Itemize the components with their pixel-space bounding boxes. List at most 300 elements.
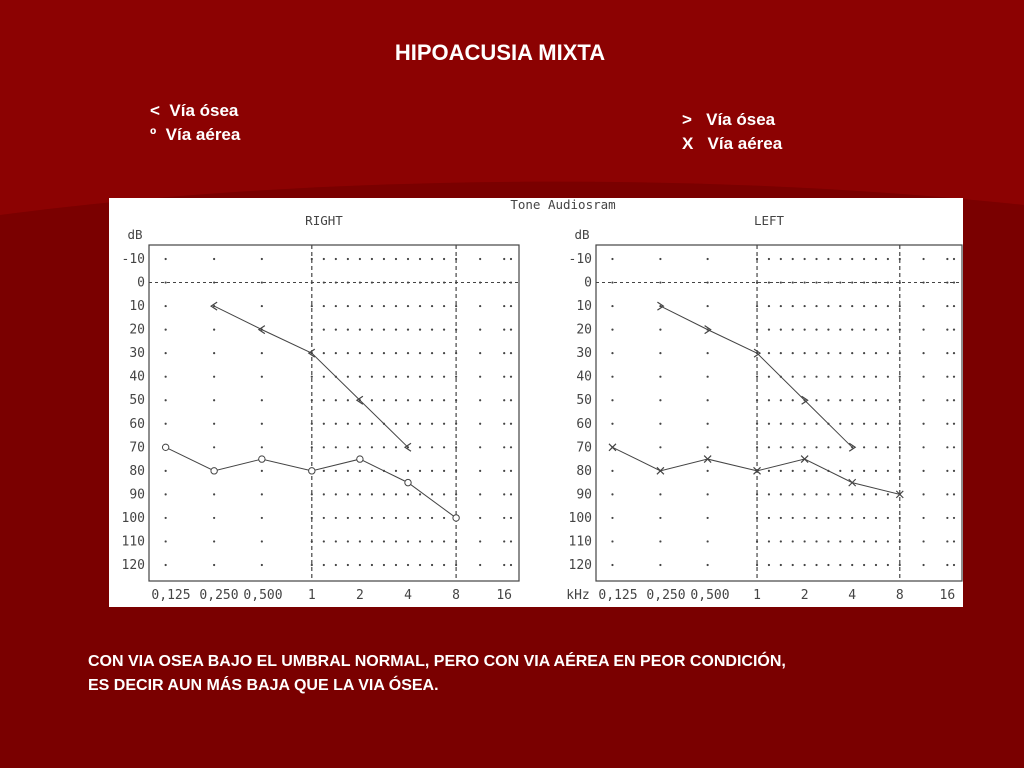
grid-dot — [443, 423, 445, 425]
y-tick-label: 80 — [576, 463, 592, 479]
grid-dot — [707, 258, 709, 260]
grid-dot — [479, 258, 481, 260]
grid-dot — [347, 493, 349, 495]
grid-dot — [213, 258, 215, 260]
point-air-conduction — [609, 444, 616, 451]
x-tick-label: 0,125 — [151, 588, 191, 603]
grid-dot — [887, 517, 889, 519]
grid-dot — [213, 423, 215, 425]
grid-dot — [165, 564, 167, 566]
grid-dot — [611, 376, 613, 378]
grid-dot — [827, 446, 829, 448]
grid-dot — [261, 399, 263, 401]
grid-dot — [455, 258, 457, 260]
grid-dot — [792, 446, 794, 448]
grid-dot — [768, 564, 770, 566]
grid-dot — [311, 399, 313, 401]
grid-dot — [371, 258, 373, 260]
grid-dot — [863, 540, 865, 542]
grid-dot — [503, 305, 505, 307]
grid-dot — [261, 564, 263, 566]
grid-dot — [863, 493, 865, 495]
grid-dot — [804, 329, 806, 331]
grid-dot — [899, 281, 901, 283]
grid-dot — [768, 281, 770, 283]
grid-dot — [431, 517, 433, 519]
grid-dot — [839, 564, 841, 566]
grid-dot — [371, 564, 373, 566]
grid-dot — [261, 376, 263, 378]
grid-dot — [792, 329, 794, 331]
grid-dot — [953, 446, 955, 448]
grid-dot — [395, 470, 397, 472]
y-tick-label: 110 — [121, 534, 145, 550]
grid-dot — [395, 446, 397, 448]
grid-dot — [863, 517, 865, 519]
grid-dot — [443, 258, 445, 260]
grid-dot — [659, 540, 661, 542]
grid-dot — [875, 305, 877, 307]
grid-dot — [455, 564, 457, 566]
grid-dot — [792, 281, 794, 283]
grid-dot — [503, 376, 505, 378]
grid-dot — [383, 540, 385, 542]
grid-dot — [611, 281, 613, 283]
legend-right-ear — [150, 99, 240, 147]
grid-dot — [827, 329, 829, 331]
grid-dot — [335, 423, 337, 425]
grid-dot — [863, 470, 865, 472]
grid-dot — [510, 258, 512, 260]
legend-label: Vía aérea — [165, 125, 241, 144]
grid-dot — [851, 470, 853, 472]
grid-dot — [851, 281, 853, 283]
grid-dot — [899, 470, 901, 472]
grid-dot — [311, 258, 313, 260]
grid-dot — [443, 493, 445, 495]
grid-dot — [792, 305, 794, 307]
grid-dot — [419, 517, 421, 519]
grid-dot — [659, 352, 661, 354]
grid-dot — [395, 423, 397, 425]
grid-dot — [611, 493, 613, 495]
grid-dot — [792, 258, 794, 260]
grid-dot — [359, 423, 361, 425]
y-tick-label: 40 — [576, 369, 592, 385]
grid-dot — [165, 493, 167, 495]
grid-dot — [335, 305, 337, 307]
y-tick-label: 20 — [129, 322, 145, 338]
point-air-conduction — [453, 515, 459, 521]
grid-dot — [323, 564, 325, 566]
y-axis-label: dB — [127, 227, 143, 242]
grid-dot — [768, 376, 770, 378]
grid-dot — [213, 517, 215, 519]
y-tick-label: 100 — [568, 510, 592, 526]
grid-dot — [503, 517, 505, 519]
grid-dot — [395, 564, 397, 566]
grid-dot — [780, 352, 782, 354]
y-tick-label: 80 — [129, 463, 145, 479]
grid-dot — [922, 564, 924, 566]
grid-dot — [611, 540, 613, 542]
grid-dot — [510, 281, 512, 283]
grid-dot — [503, 352, 505, 354]
y-tick-label: 60 — [129, 416, 145, 432]
grid-dot — [875, 517, 877, 519]
grid-dot — [335, 470, 337, 472]
grid-dot — [611, 470, 613, 472]
grid-dot — [213, 399, 215, 401]
grid-dot — [443, 470, 445, 472]
legend-label: Vía ósea — [169, 101, 239, 120]
legend-item-air — [682, 132, 782, 156]
grid-dot — [395, 376, 397, 378]
x-tick-label: 2 — [355, 588, 364, 603]
grid-dot — [887, 493, 889, 495]
grid-dot — [875, 493, 877, 495]
grid-dot — [953, 376, 955, 378]
x-tick-label: 1 — [307, 588, 316, 603]
grid-dot — [707, 564, 709, 566]
grid-dot — [922, 493, 924, 495]
panel-title: LEFT — [753, 213, 785, 228]
grid-dot — [503, 399, 505, 401]
y-tick-label: 10 — [576, 299, 592, 315]
grid-dot — [768, 305, 770, 307]
grid-dot — [407, 423, 409, 425]
grid-dot — [335, 399, 337, 401]
grid-dot — [659, 258, 661, 260]
grid-dot — [213, 540, 215, 542]
y-tick-label: 10 — [129, 299, 145, 315]
grid-dot — [323, 470, 325, 472]
point-air-conduction — [309, 468, 315, 474]
grid-dot — [768, 399, 770, 401]
grid-dot — [335, 329, 337, 331]
grid-dot — [922, 540, 924, 542]
grid-dot — [659, 493, 661, 495]
grid-dot — [510, 399, 512, 401]
grid-dot — [371, 423, 373, 425]
grid-dot — [946, 281, 948, 283]
x-axis-label: kHz — [566, 588, 590, 603]
grid-dot — [780, 258, 782, 260]
grid-dot — [323, 281, 325, 283]
grid-dot — [839, 258, 841, 260]
grid-dot — [455, 399, 457, 401]
grid-dot — [707, 517, 709, 519]
grid-dot — [827, 376, 829, 378]
x-tick-label: 16 — [496, 588, 513, 603]
grid-dot — [383, 376, 385, 378]
grid-dot — [659, 423, 661, 425]
grid-dot — [792, 470, 794, 472]
grid-dot — [347, 423, 349, 425]
y-tick-label: 50 — [129, 393, 145, 409]
grid-dot — [261, 305, 263, 307]
grid-dot — [863, 423, 865, 425]
grid-dot — [335, 493, 337, 495]
grid-dot — [455, 423, 457, 425]
grid-dot — [887, 305, 889, 307]
grid-dot — [335, 281, 337, 283]
grid-dot — [323, 305, 325, 307]
grid-dot — [347, 446, 349, 448]
y-tick-label: 110 — [568, 534, 592, 550]
grid-dot — [383, 305, 385, 307]
x-tick-label: 0,500 — [243, 588, 283, 603]
grid-dot — [479, 305, 481, 307]
grid-dot — [659, 517, 661, 519]
grid-dot — [922, 446, 924, 448]
grid-dot — [479, 493, 481, 495]
grid-dot — [419, 376, 421, 378]
grid-dot — [165, 305, 167, 307]
grid-dot — [804, 376, 806, 378]
grid-dot — [707, 376, 709, 378]
grid-dot — [827, 564, 829, 566]
grid-dot — [768, 470, 770, 472]
point-air-conduction — [754, 467, 761, 474]
grid-dot — [946, 564, 948, 566]
grid-dot — [311, 564, 313, 566]
grid-dot — [827, 399, 829, 401]
grid-dot — [899, 376, 901, 378]
grid-dot — [371, 329, 373, 331]
x-tick-label: 0,250 — [646, 588, 686, 603]
grid-dot — [311, 329, 313, 331]
grid-dot — [479, 329, 481, 331]
grid-dot — [311, 446, 313, 448]
grid-dot — [335, 446, 337, 448]
grid-dot — [431, 423, 433, 425]
grid-dot — [323, 329, 325, 331]
grid-dot — [804, 446, 806, 448]
grid-dot — [804, 281, 806, 283]
grid-dot — [899, 446, 901, 448]
grid-dot — [383, 564, 385, 566]
grid-dot — [419, 329, 421, 331]
grid-dot — [311, 540, 313, 542]
grid-dot — [887, 564, 889, 566]
grid-dot — [383, 399, 385, 401]
grid-dot — [863, 352, 865, 354]
grid-dot — [431, 258, 433, 260]
grid-dot — [875, 540, 877, 542]
grid-dot — [611, 517, 613, 519]
point-air-conduction — [357, 456, 363, 462]
grid-dot — [815, 305, 817, 307]
grid-dot — [407, 493, 409, 495]
grid-dot — [887, 423, 889, 425]
grid-dot — [804, 517, 806, 519]
grid-dot — [611, 258, 613, 260]
grid-dot — [953, 281, 955, 283]
grid-dot — [659, 399, 661, 401]
grid-dot — [431, 281, 433, 283]
grid-dot — [261, 258, 263, 260]
grid-dot — [851, 399, 853, 401]
legend-symbol: º — [150, 125, 157, 144]
x-tick-label: 0,125 — [598, 588, 638, 603]
grid-dot — [611, 329, 613, 331]
grid-dot — [347, 329, 349, 331]
grid-dot — [510, 376, 512, 378]
grid-dot — [875, 446, 877, 448]
grid-dot — [953, 352, 955, 354]
grid-dot — [839, 305, 841, 307]
grid-dot — [311, 376, 313, 378]
slide-title: HIPOACUSIA MIXTA — [394, 40, 606, 65]
plot-frame — [596, 245, 962, 581]
y-tick-label: -10 — [121, 252, 145, 267]
point-air-conduction — [704, 456, 711, 463]
grid-dot — [851, 517, 853, 519]
grid-dot — [659, 376, 661, 378]
grid-dot — [863, 258, 865, 260]
grid-dot — [311, 493, 313, 495]
grid-dot — [419, 305, 421, 307]
grid-dot — [946, 305, 948, 307]
grid-dot — [792, 517, 794, 519]
grid-dot — [922, 517, 924, 519]
grid-dot — [165, 470, 167, 472]
grid-dot — [815, 564, 817, 566]
grid-dot — [953, 423, 955, 425]
grid-dot — [323, 517, 325, 519]
grid-dot — [792, 423, 794, 425]
grid-dot — [503, 423, 505, 425]
grid-dot — [503, 329, 505, 331]
grid-dot — [707, 423, 709, 425]
grid-dot — [851, 352, 853, 354]
grid-dot — [443, 376, 445, 378]
grid-dot — [407, 305, 409, 307]
grid-dot — [756, 376, 758, 378]
grid-dot — [851, 493, 853, 495]
y-tick-label: 30 — [576, 346, 592, 362]
grid-dot — [851, 305, 853, 307]
grid-dot — [953, 493, 955, 495]
grid-dot — [455, 470, 457, 472]
y-tick-label: 90 — [129, 487, 145, 503]
grid-dot — [455, 305, 457, 307]
grid-dot — [510, 329, 512, 331]
grid-dot — [479, 470, 481, 472]
grid-dot — [347, 352, 349, 354]
grid-dot — [479, 376, 481, 378]
grid-dot — [780, 446, 782, 448]
grid-dot — [407, 540, 409, 542]
grid-dot — [431, 305, 433, 307]
x-tick-label: 0,500 — [690, 588, 730, 603]
grid-dot — [804, 305, 806, 307]
grid-dot — [419, 470, 421, 472]
grid-dot — [946, 470, 948, 472]
grid-dot — [875, 399, 877, 401]
grid-dot — [756, 517, 758, 519]
grid-dot — [707, 305, 709, 307]
grid-dot — [707, 281, 709, 283]
grid-dot — [815, 352, 817, 354]
grid-dot — [887, 281, 889, 283]
grid-dot — [863, 376, 865, 378]
grid-dot — [659, 329, 661, 331]
grid-dot — [756, 564, 758, 566]
grid-dot — [839, 423, 841, 425]
grid-dot — [780, 493, 782, 495]
grid-dot — [359, 446, 361, 448]
grid-dot — [510, 446, 512, 448]
grid-dot — [792, 540, 794, 542]
y-tick-label: 60 — [576, 416, 592, 432]
grid-dot — [165, 540, 167, 542]
grid-dot — [863, 329, 865, 331]
grid-dot — [899, 564, 901, 566]
x-tick-label: 16 — [939, 588, 956, 603]
grid-dot — [510, 564, 512, 566]
legend-item-bone — [682, 108, 782, 132]
grid-dot — [419, 258, 421, 260]
grid-dot — [851, 540, 853, 542]
grid-dot — [443, 540, 445, 542]
grid-dot — [756, 329, 758, 331]
grid-dot — [780, 540, 782, 542]
grid-dot — [792, 352, 794, 354]
grid-dot — [707, 540, 709, 542]
y-tick-label: 90 — [576, 487, 592, 503]
x-tick-label: 0,250 — [199, 588, 239, 603]
grid-dot — [875, 329, 877, 331]
grid-dot — [839, 540, 841, 542]
grid-dot — [839, 517, 841, 519]
grid-dot — [899, 329, 901, 331]
grid-dot — [359, 470, 361, 472]
grid-dot — [359, 329, 361, 331]
y-tick-label: 120 — [568, 558, 592, 573]
grid-dot — [510, 517, 512, 519]
grid-dot — [419, 352, 421, 354]
grid-dot — [431, 399, 433, 401]
grid-dot — [503, 470, 505, 472]
grid-dot — [827, 493, 829, 495]
grid-dot — [804, 493, 806, 495]
y-tick-label: 40 — [129, 369, 145, 385]
grid-dot — [431, 540, 433, 542]
grid-dot — [780, 281, 782, 283]
grid-dot — [261, 423, 263, 425]
x-tick-label: 4 — [848, 588, 857, 603]
grid-dot — [323, 493, 325, 495]
grid-dot — [815, 470, 817, 472]
grid-dot — [443, 281, 445, 283]
grid-dot — [756, 423, 758, 425]
grid-dot — [804, 423, 806, 425]
grid-dot — [371, 399, 373, 401]
grid-dot — [839, 376, 841, 378]
grid-dot — [887, 470, 889, 472]
grid-dot — [768, 517, 770, 519]
grid-dot — [922, 352, 924, 354]
grid-dot — [261, 446, 263, 448]
grid-dot — [455, 493, 457, 495]
grid-dot — [335, 564, 337, 566]
grid-dot — [863, 305, 865, 307]
grid-dot — [347, 470, 349, 472]
grid-dot — [165, 329, 167, 331]
grid-dot — [371, 470, 373, 472]
